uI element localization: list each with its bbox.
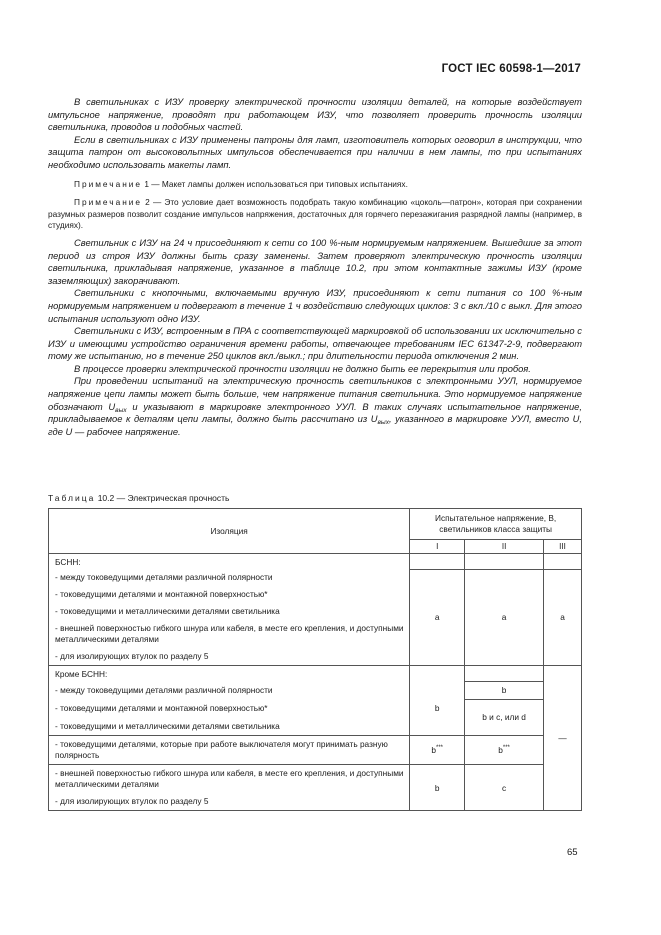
paragraph-1: В светильниках с ИЗУ проверку электрической прочности изоляции деталей, на которые воздействует импульсное напряжение, проводят при работающем ИЗУ, что позволяет проверить прочность изоляции светильника, проводов и подобных частей. xyxy=(48,96,582,133)
electric-strength-table xyxy=(48,508,582,811)
group-2-switch-class-ii-letter: b xyxy=(498,745,503,755)
note-1-prefix: Примечание xyxy=(74,178,143,189)
paragraph-6: В процессе проверки электрической прочности изоляции не должно быть ее перекрытия или пробоя. xyxy=(74,362,531,374)
document-code: ГОСТ IEC 60598-1—2017 xyxy=(441,63,581,75)
header-class-i: I xyxy=(410,540,465,554)
group-2-switch-class-i xyxy=(410,736,465,765)
p7-part-c: , указанного в маркировке УУЛ, вместо U, где U — рабочее напряжение. xyxy=(48,413,583,437)
note-1-text: 1 — Макет лампы должен использоваться при типовых испытаниях. xyxy=(142,178,408,189)
group-2-item-3: - токоведущими и металлическими деталями светильника xyxy=(49,717,410,736)
group-2-label: Кроме БСНН: xyxy=(49,666,410,682)
group-1-class-iii-value: a xyxy=(544,569,582,666)
header-insulation: Изоляция xyxy=(49,509,410,554)
header-test-voltage: Испытательное напряжение, В, светильников класса защиты xyxy=(410,509,582,540)
group-2-class-ii-value-1: b xyxy=(465,681,544,699)
group-1-label: БСНН: xyxy=(49,554,410,570)
header-class-iii: III xyxy=(544,540,582,554)
group-1-item-2: - токоведущими деталями и монтажной поверхностью* xyxy=(49,586,410,603)
group-2-class-ii-value-2: b и с, или d xyxy=(465,699,544,736)
group-2-switch-class-i-letter: b xyxy=(431,745,436,755)
paragraph-4: Светильники с кнопочными, включаемыми вручную ИЗУ, присоединяют к сети питания со 100 %-ным нормируемым напряжением и подвергают в течение 1 ч воздействию следующих циклов: 3 с вкл./10 с выкл. Для этого испытания используют одно ИЗУ. xyxy=(48,287,582,324)
p7-part-a: При проведении испытаний на электрическую прочность светильников с электронными УУЛ, нормируемое напряжение цепи лампы может быть больше, чем напряжение питания светильника. Это нормируемое напряжение обозначают U xyxy=(48,375,582,412)
group-1-item-5: - для изолирующих втулок по разделу 5 xyxy=(49,648,410,666)
paragraph-3: Светильник с ИЗУ на 24 ч присоединяют к сети со 100 %-ным нормируемым напряжением. Вышедшие за этот период из строя ИЗУ должны быть сразу заменены. Затем проверяют электрическую прочность изоляции светильника, прикладывая напряжение, указанное в таблице 10.2, при этом контактные зажимы ИЗУ (кроме заземляющих) закорачивают. xyxy=(48,236,582,286)
group-2-class-i-value: b xyxy=(410,681,465,736)
note-2 xyxy=(48,197,582,232)
p7-part-b: и указывают в маркировке электронного УУЛ. В таких случаях испытательное напряжение, прикладываемое к деталям цепи лампы, должно быть рассчитано из U xyxy=(48,400,583,425)
group-1-item-1: - между токоведущими деталями различной полярности xyxy=(49,569,410,586)
group-2-cord-class-ii: c xyxy=(465,765,544,811)
group-1-item-4: - внешней поверхностью гибкого шнура или кабеля, в месте его крепления, и доступными металлическими деталями xyxy=(49,620,410,648)
page-number: 65 xyxy=(567,847,578,858)
group-1-class-ii-value: a xyxy=(465,569,544,666)
group-1-class-i-value: a xyxy=(410,569,465,666)
group-2-item-1: - между токоведущими деталями различной полярности xyxy=(49,681,410,699)
group-2-switch-class-i-stars: *** xyxy=(436,745,444,751)
paragraph-2: Если в светильниках с ИЗУ применены патроны для ламп, изготовитель которых оговорил в инструкции, что защита патрон от высоковольтных импульсов обеспечивается при наличии в нем лампы, то при испытаниях необходимо использовать макеты ламп. xyxy=(48,133,582,170)
p7-sub-2: вых xyxy=(377,419,389,427)
body-text xyxy=(48,96,582,438)
group-2-item-2: - токоведущими деталями и монтажной поверхностью* xyxy=(49,699,410,717)
note-1 xyxy=(48,179,582,191)
paragraph-5: Светильники с ИЗУ, встроенным в ПРА с соответствующей маркировкой об использовании их исключительно с ИЗУ и имеющими устройство ограничения времени работы, отвечающее требованиям IEC 61347-2-9, подвергают тому же испытанию, но в течение 250 циклов вкл./выкл.; при длительности периода отключения 2 мин. xyxy=(48,325,582,362)
group-2-item-4: - токоведущими деталями, которые при работе выключателя могут принимать разную полярность xyxy=(49,736,410,765)
table-caption xyxy=(48,493,229,503)
note-2-prefix: Примечание xyxy=(74,197,143,208)
table-caption-prefix: Таблица xyxy=(48,493,96,503)
group-2-switch-class-ii xyxy=(465,736,544,765)
table-caption-text: 10.2 — Электрическая прочность xyxy=(95,493,230,503)
group-2-cord-class-i: b xyxy=(410,765,465,811)
group-2-switch-class-ii-stars: *** xyxy=(502,745,510,751)
group-2-class-iii-value: — xyxy=(544,666,582,811)
paragraph-7 xyxy=(48,375,582,438)
group-1-item-3: - токоведущими и металлическими деталями светильника xyxy=(49,603,410,620)
p7-sub-1: вых xyxy=(115,406,127,414)
group-2-item-5: - внешней поверхностью гибкого шнура или кабеля, в месте его крепления, и доступными металлическими деталями xyxy=(49,765,410,794)
group-2-item-6: - для изолирующих втулок по разделу 5 xyxy=(49,793,410,811)
header-class-ii: II xyxy=(465,540,544,554)
note-2-text: 2 — Это условие дает возможность подобрать такую комбинацию «цоколь—патрон», которая при сохранении разумных размеров позволит создание импульсов напряжения, достаточных для горячего перезажигания разрядной лампы (например, в студиях). xyxy=(48,197,582,231)
